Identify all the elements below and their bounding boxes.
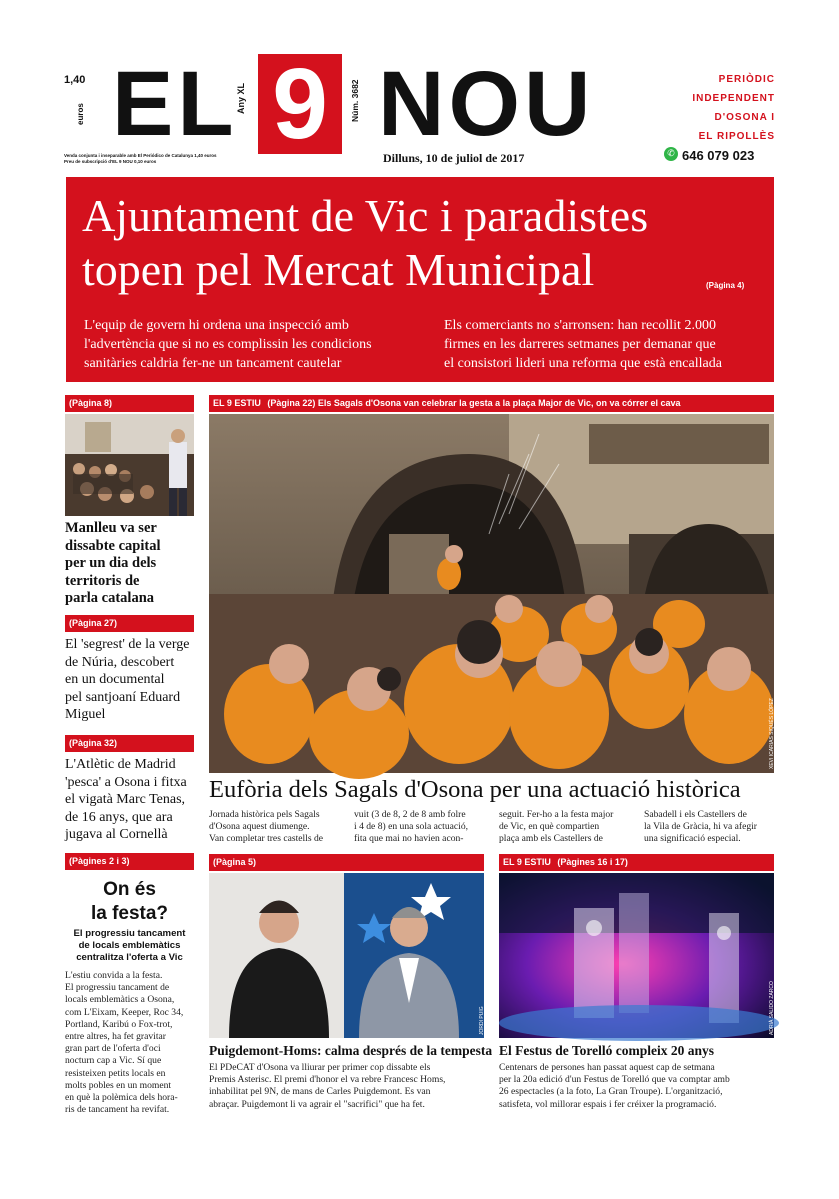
headline-line: Manlleu va ser: [65, 520, 157, 536]
body-line: ris de tancament ha revifat.: [65, 1104, 170, 1116]
deck-line: sanitàries caldria fer-ne un tancament cautelar: [84, 356, 342, 371]
puigdemont-homs-photo: [209, 873, 484, 1038]
body-line: resisteixen petits locals en: [65, 1067, 166, 1079]
festa-title-line-2: la festa?: [90, 903, 169, 924]
body-line: fita que mai no havien acon-: [354, 833, 464, 845]
body-line: d'Osona aquest diumenge.: [209, 821, 310, 833]
castellers-photo: [209, 414, 774, 773]
main-photo-credit: XEVI ICARIAS SIQUÉS LÓPEZ: [769, 698, 775, 769]
main-photo-tag[interactable]: [209, 395, 774, 412]
brief-line: Miguel: [65, 707, 106, 722]
body-line: abraçar. Puigdemont li va agrair el "sacrifici" que ha fet.: [209, 1098, 425, 1110]
lead-headline-line-1[interactable]: Ajuntament de Vic i paradistes: [82, 190, 649, 241]
deck-line: L'equip de govern hi ordena una inspecció amb: [84, 318, 349, 333]
sidebar-story1-tag[interactable]: (Pàgina 8): [65, 395, 194, 412]
el9estiu-badge: EL 9 ESTIU: [503, 857, 551, 867]
body-line: entre altres, ha fet gravitar: [65, 1031, 166, 1043]
body-line: 26 espectacles (a la foto, La Gran Troupe). L'organització,: [499, 1086, 723, 1098]
body-line: molts pobles en un moment: [65, 1079, 172, 1091]
body-line: vuit (3 de 8, 2 de 8 amb folre: [354, 809, 466, 820]
logo-nine: 9: [272, 48, 328, 160]
body-line: Premis Asterisc. El premi d'honor el va rebre Francesc Homs,: [209, 1074, 446, 1086]
body-line: una significació especial.: [644, 833, 741, 845]
brief-line: de Núria, descobert: [65, 654, 175, 670]
subhead-line: centralitza l'oferta a Vic: [76, 952, 183, 963]
tagline: [640, 70, 775, 146]
brief-line: el vigatà Marc Tenas,: [65, 792, 186, 807]
politics-body: [209, 1062, 494, 1111]
tagline-line: INDEPENDENT: [692, 93, 775, 104]
tagline-line: EL RIPOLLÈS: [698, 131, 775, 142]
brief-line: en un documental: [65, 672, 165, 687]
tagline-line: PERIÒDIC: [718, 74, 775, 85]
deck-line: el consistori lideri una reforma que està encallada: [444, 356, 722, 371]
brief-line: El 'segrest' de la verge: [65, 637, 190, 652]
volume-year: Any XL: [236, 82, 246, 114]
subscription-note: Preu de subscripció d'EL 9 NOU 0,10 euros: [64, 159, 157, 164]
brief-line: de 16 anys, que ara: [65, 809, 173, 825]
main-body-col1: [209, 809, 349, 846]
sidebar-story1-headline[interactable]: [65, 520, 197, 608]
whatsapp-icon: ✆: [664, 147, 678, 161]
festus-tag[interactable]: [499, 854, 774, 871]
body-line: El PDeCAT d'Osona va lliurar per primer cop dissabte els: [209, 1062, 431, 1073]
sidebar-story3-tag[interactable]: (Pàgina 32): [65, 735, 194, 752]
body-line: en què la polèmica dels hora-: [65, 1092, 178, 1104]
price: 1,40: [64, 74, 86, 86]
body-line: El progressiu tancament de: [65, 982, 170, 994]
main-body-col3: [499, 809, 639, 846]
deck-line: l'advertència que si no es complissin les condicions: [84, 337, 372, 352]
main-headline[interactable]: Eufòria dels Sagals d'Osona per una actuació històrica: [209, 776, 741, 803]
issue-number: Núm. 3682: [350, 79, 360, 122]
festa-title[interactable]: [65, 878, 194, 926]
festus-night-photo: [499, 873, 774, 1038]
deck-line: firmes en les darreres setmanes per demanar que: [444, 337, 716, 352]
subhead-line: de locals emblemàtics: [78, 940, 181, 951]
body-line: com L'Eixam, Keeper, Roc 34,: [65, 1006, 184, 1018]
sale-note: Venda conjunta i inseparable amb El Periódico de Catalunya 1,40 euros: [64, 153, 217, 158]
deck-line: Els comerciants no s'arronsen: han recollit 2.000: [444, 318, 716, 333]
subhead-line: El progressiu tancament: [73, 928, 186, 939]
whatsapp-phone[interactable]: 646 079 023: [682, 148, 755, 163]
main-body-col2: [354, 809, 494, 846]
sidebar-story3-text[interactable]: [65, 756, 199, 844]
body-line: gran part de l'oferta d'oci: [65, 1043, 161, 1055]
headline-line: per un dia dels: [65, 555, 157, 571]
festus-page-ref: (Pàgines 16 i 17): [557, 857, 628, 867]
main-body-col4: [644, 809, 774, 846]
politics-photo[interactable]: [209, 873, 484, 1038]
logo-nine-box: [258, 48, 342, 160]
tagline-line: D'OSONA I: [714, 112, 775, 123]
festus-photo-credit: ADRIÀ SALIDO ZARCO: [769, 981, 775, 1035]
body-line: la Vila de Gràcia, hi va afegir: [644, 821, 757, 833]
festa-body: [65, 970, 199, 1116]
body-line: Jornada històrica pels Sagals: [209, 809, 320, 820]
body-line: L'estiu convida a la festa.: [65, 970, 163, 981]
masthead-title-el: EL: [112, 53, 238, 155]
brief-line: 'pesca' a Osona i fitxa: [65, 774, 187, 790]
sidebar-story2-text[interactable]: [65, 636, 199, 724]
festa-subhead: [62, 928, 197, 964]
price-currency: euros: [76, 103, 85, 125]
politics-headline[interactable]: Puigdemont-Homs: calma després de la tempesta: [209, 1043, 493, 1058]
festus-photo[interactable]: [499, 873, 774, 1038]
festus-body: [499, 1062, 779, 1111]
body-line: nocturn cap a Vic. Sí que: [65, 1055, 162, 1067]
politics-tag[interactable]: (Pàgina 5): [209, 854, 484, 871]
main-photo-caption: (Pàgina 22) Els Sagals d'Osona van celebrar la gesta a la plaça Major de Vic, on va córrer el cava: [267, 398, 681, 408]
lead-headline-line-2[interactable]: topen pel Mercat Municipal: [82, 244, 595, 295]
lead-deck-left: [84, 316, 372, 373]
body-line: i 4 de 8) en una sola actuació,: [354, 821, 469, 833]
brief-line: jugava al Cornellà: [65, 827, 168, 842]
body-line: de Vic, en què compartien: [499, 821, 600, 833]
body-line: seguit. Fer-ho a la festa major: [499, 809, 614, 820]
sidebar-story1-photo[interactable]: [65, 414, 194, 516]
festa-title-line-1: On és: [103, 879, 156, 900]
body-line: per la 20a edició d'un Festus de Torelló que va comptar amb: [499, 1074, 730, 1086]
main-photo[interactable]: [209, 414, 774, 773]
issue-date: Dilluns, 10 de juliol de 2017: [383, 151, 525, 165]
headline-line: dissabte capital: [65, 537, 161, 554]
masthead-title-nou: NOU: [378, 53, 595, 155]
sidebar-story4-tag[interactable]: (Pàgines 2 i 3): [65, 853, 194, 870]
body-line: Sabadell i els Castellers de: [644, 809, 747, 820]
headline-line: parla catalana: [65, 590, 155, 606]
body-line: locals emblemàtics a Osona,: [65, 994, 175, 1006]
lead-deck-right: [444, 316, 722, 373]
el9estiu-badge: EL 9 ESTIU: [213, 398, 261, 408]
festus-headline[interactable]: El Festus de Torelló compleix 20 anys: [499, 1043, 715, 1058]
body-line: satisfeta, vol millorar espais i fer créixer la programació.: [499, 1098, 717, 1110]
body-line: Portland, Karibú o Fox-trot,: [65, 1018, 173, 1030]
politics-photo-credit: JORDI PUIG: [479, 1006, 485, 1035]
brief-line: L'Atlètic de Madrid: [65, 757, 176, 772]
brief-line: pel santjoaní Eduard: [65, 689, 181, 705]
lead-page-ref[interactable]: (Pàgina 4): [706, 281, 745, 290]
body-line: Centenars de persones han passat aquest cap de setmana: [499, 1062, 715, 1073]
body-line: Van completar tres castells de: [209, 833, 324, 845]
audience-photo: [65, 414, 194, 516]
body-line: inhabilitat pel 9N, de mans de Carles Puigdemont. Es van: [209, 1086, 431, 1098]
headline-line: territoris de: [65, 572, 140, 589]
sidebar-story2-tag[interactable]: (Pàgina 27): [65, 615, 194, 632]
body-line: plaça amb els Castellers de: [499, 833, 603, 845]
lead-story-box: [66, 177, 774, 382]
